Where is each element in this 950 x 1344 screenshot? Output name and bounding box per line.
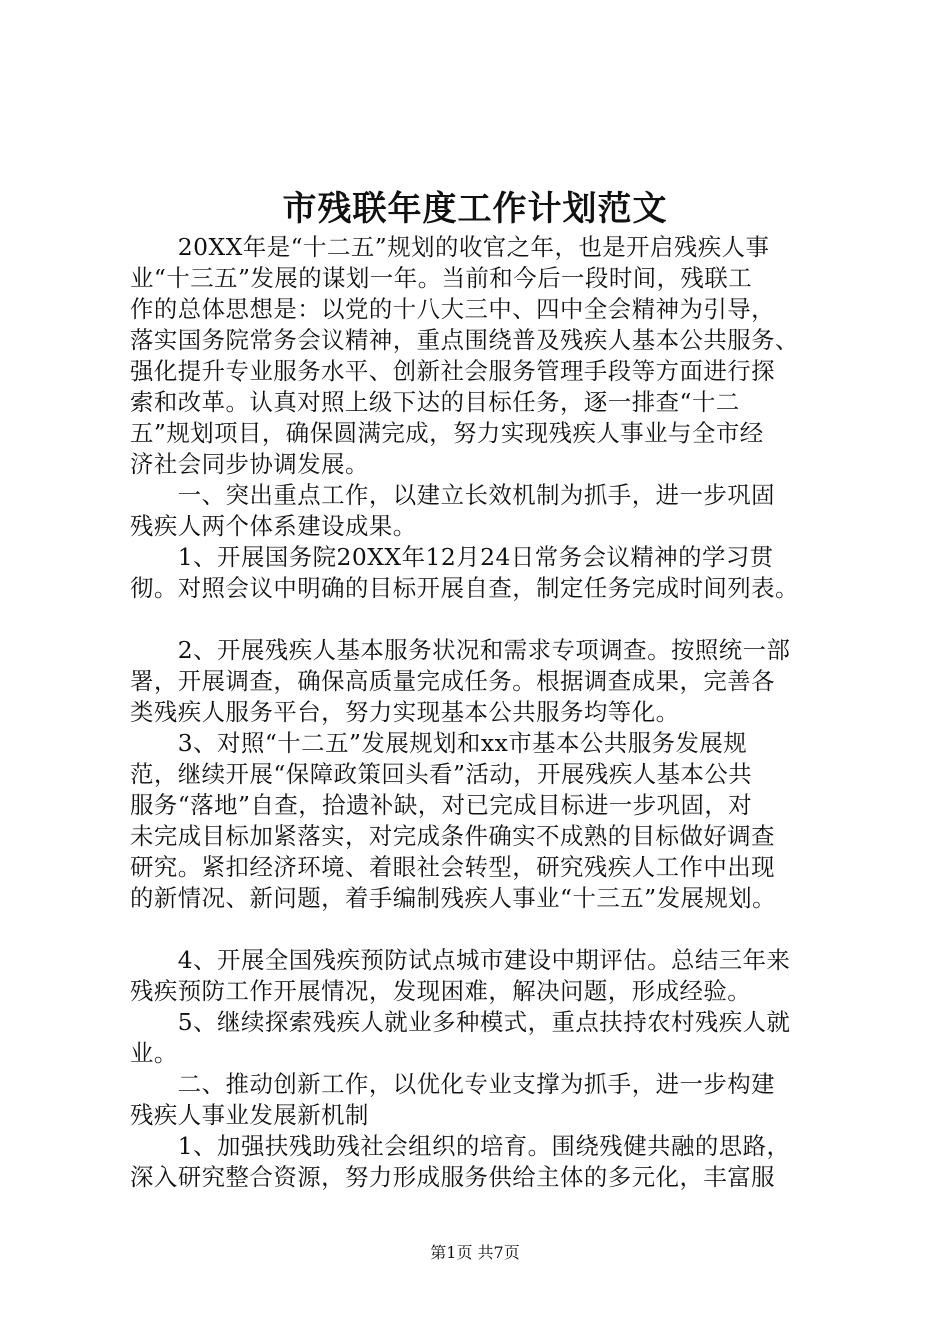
text-line: 研究。紧扣经济环境、着眼社会转型，研究残疾人工作中出现 — [130, 853, 776, 881]
text-line: 二、推动创新工作，以优化专业支撑为抓手，进一步构建 — [130, 1070, 776, 1098]
blank-line — [130, 604, 840, 635]
text-line: 20XX年是“十二五”规划的收官之年，也是开启残疾人事 — [130, 233, 770, 261]
text-line: 业“十三五”发展的谋划一年。当前和今后一段时间，残联工 — [130, 264, 753, 292]
text-line: 索和改革。认真对照上级下达的目标任务，逐一排查“十二 — [130, 388, 740, 416]
text-line: 4、开展全国残疾预防试点城市建设中期评估。总结三年来 — [130, 946, 791, 974]
text-line: 落实国务院常务会议精神，重点围绕普及残疾人基本公共服务、 — [130, 326, 799, 354]
text-line: 五”规划项目，确保圆满完成，努力实现残疾人事业与全市经 — [130, 419, 764, 447]
text-line: 深入研究整合资源，努力形成服务供给主体的多元化，丰富服 — [130, 1163, 776, 1191]
text-line: 类残疾人服务平台，努力实现基本公共服务均等化。 — [130, 698, 680, 726]
text-line: 彻。对照会议中明确的目标开展自查，制定任务完成时间列表。 — [130, 574, 799, 602]
text-line: 服务“落地”自查，拾遗补缺，对已完成目标进一步巩固，对 — [130, 791, 753, 819]
text-line: 业。 — [130, 1039, 178, 1067]
text-line: 1、加强扶残助残社会组织的培育。围绕残健共融的思路， — [130, 1132, 791, 1160]
text-line: 济社会同步协调发展。 — [130, 450, 369, 478]
page-footer: 第1页 共7页 — [430, 1243, 520, 1262]
text-line: 未完成目标加紧落实，对完成条件确实不成熟的目标做好调查 — [130, 822, 776, 850]
text-line: 1、开展国务院20XX年12月24日常务会议精神的学习贯 — [130, 543, 774, 571]
text-line: 一、突出重点工作，以建立长效机制为抓手，进一步巩固 — [130, 481, 776, 509]
text-line: 的新情况、新问题，着手编制残疾人事业“十三五”发展规划。 — [130, 884, 777, 912]
document-title: 市残联年度工作计划范文 — [282, 189, 668, 229]
text-line: 5、继续探索残疾人就业多种模式，重点扶持农村残疾人就 — [130, 1008, 791, 1036]
text-line: 作的总体思想是：以党的十八大三中、四中全会精神为引导， — [130, 295, 776, 323]
text-line: 残疾人两个体系建设成果。 — [130, 512, 417, 540]
text-line: 2、开展残疾人基本服务状况和需求专项调查。按照统一部 — [130, 636, 791, 664]
document-body — [130, 232, 840, 1193]
text-line: 3、对照“十二五”发展规划和xx市基本公共服务发展规 — [130, 729, 748, 757]
blank-line — [130, 914, 840, 945]
text-line: 残疾人事业发展新机制 — [130, 1101, 369, 1129]
text-line: 署，开展调查，确保高质量完成任务。根据调查成果，完善各 — [130, 667, 776, 695]
text-line: 残疾预防工作开展情况，发现困难，解决问题，形成经验。 — [130, 977, 752, 1005]
text-line: 范，继续开展“保障政策回头看”活动，开展残疾人基本公共 — [130, 760, 753, 788]
text-line: 强化提升专业服务水平、创新社会服务管理手段等方面进行探 — [130, 357, 776, 385]
